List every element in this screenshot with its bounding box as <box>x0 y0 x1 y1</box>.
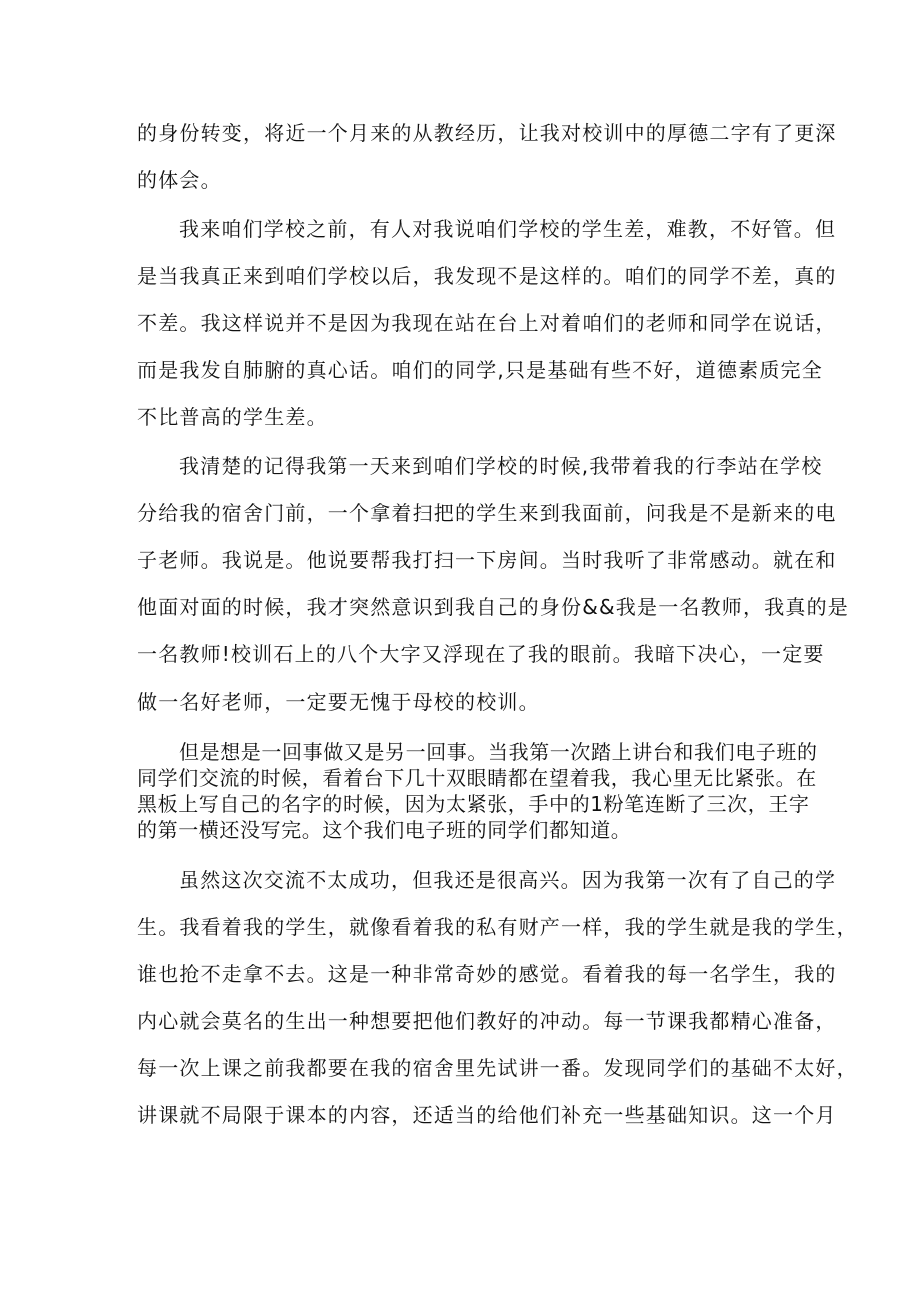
text-line: 同学们交流的时候，看着台下几十双眼睛都在望着我，我心里无比紧张。在 <box>137 766 817 790</box>
text-line: 分给我的宿舍门前，一个拿着扫把的学生来到我面前，问我是不是新来的电 <box>137 501 837 525</box>
text-line: 一名教师!校训石上的八个大字又浮现在了我的眼前。我暗下决心，一定要 <box>137 642 825 666</box>
text-line: 我清楚的记得我第一天来到咱们学校的时候,我带着我的行李站在学校 <box>179 454 823 478</box>
text-line: 每一次上课之前我都要在我的宿舍里先试讲一番。发现同学们的基础不太好， <box>137 1056 858 1080</box>
text-line: 的体会。 <box>137 168 222 192</box>
text-line: 讲课就不局限于课本的内容，还适当的给他们补充一些基础知识。这一个月 <box>137 1103 837 1127</box>
text-line: 他面对面的时候，我才突然意识到我自己的身份&&我是一名教师，我真的是 <box>137 595 849 619</box>
text-line: 子老师。我说是。他说要帮我打扫一下房间。当时我听了非常感动。就在和 <box>137 548 837 572</box>
text-line: 我来咱们学校之前，有人对我说咱们学校的学生差，难教，不好管。但 <box>179 217 837 241</box>
text-line: 内心就会莫名的生出一种想要把他们教好的冲动。每一节课我都精心准备， <box>137 1009 837 1033</box>
text-line: 不比普高的学生差。 <box>137 405 328 429</box>
text-line: 做一名好老师，一定要无愧于母校的校训。 <box>137 690 540 714</box>
text-line: 谁也抢不走拿不去。这是一种非常奇妙的感觉。看着我的每一名学生，我的 <box>137 962 837 986</box>
text-line: 但是想是一回事做又是另一回事。当我第一次踏上讲台和我们电子班的 <box>179 740 818 764</box>
text-line: 黑板上写自己的名字的时候，因为太紧张，手中的1粉笔连断了三次，王字 <box>137 792 810 816</box>
text-line: 虽然这次交流不太成功，但我还是很高兴。因为我第一次有了自己的学 <box>179 868 837 892</box>
text-line: 不差。我这样说并不是因为我现在站在台上对着咱们的老师和同学在说话， <box>137 311 837 335</box>
text-line: 的第一横还没写完。这个我们电子班的同学们都知道。 <box>137 818 632 842</box>
text-line: 生。我看着我的学生，就像看着我的私有财产一样，我的学生就是我的学生， <box>137 915 858 939</box>
text-line: 是当我真正来到咱们学校以后，我发现不是这样的。咱们的同学不差，真的 <box>137 264 837 288</box>
text-line: 的身份转变，将近一个月来的从教经历，让我对校训中的厚德二字有了更深 <box>137 121 837 145</box>
text-line: 而是我发自肺腑的真心话。咱们的同学,只是基础有些不好，道德素质完全 <box>137 358 823 382</box>
